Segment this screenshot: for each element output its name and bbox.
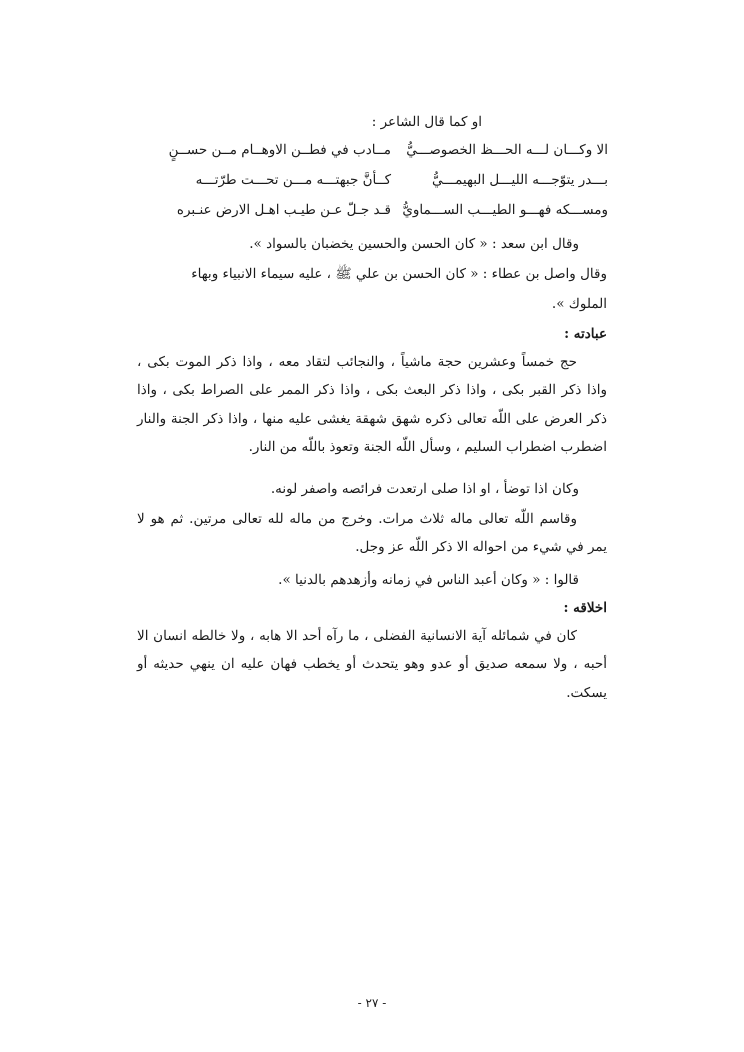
verse-1-first-hemistich: مــادب في فطــن الاوهــام مــن حســنٍ — [168, 142, 391, 158]
character-paragraph: كان في شمائله آية الانسانية الفضلى ، ما رآه أحد الا هابه ، ولا خالطه انسان الا أحبه ، ولا سمعه صديق أو عدو وهو يتحدث أو يخطب فهان عليه ان ينهي حديثه أو يسكت. — [137, 628, 607, 701]
verse-3-first-hemistich: قـد جـلّ عـن طيـب اهـل الارض عنـبره — [176, 202, 391, 218]
quote-ibn-saad: وقال ابن سعد : « كان الحسن والحسين يخضبان بالسواد ». — [249, 236, 579, 252]
quote-wasil-line-2: الملوك ». — [551, 296, 607, 312]
ablution-line: وكان اذا توضأ ، او اذا صلى ارتعدت فرائصه واصفر لونه. — [270, 481, 579, 497]
verse-1-second-hemistich: الا وكـــان لـــه الحـــظ الخصوصـــيُّ — [406, 142, 608, 158]
verse-2-first-hemistich: كــأنَّ جبهتـــه مـــن تحـــت طرّتـــه — [195, 172, 391, 188]
verse-3-second-hemistich: ومســـكه فهـــو الطيـــب الســـماويُّ — [402, 202, 608, 218]
quote-wasil-line-1: وقال واصل بن عطاء : « كان الحسن بن علي ﷺ ، عليه سيماء الانبياء وبهاء — [191, 266, 607, 282]
heading-worship: عبادته : — [564, 326, 607, 342]
page-number: - ٢٧ - — [357, 996, 387, 1010]
verse-2-second-hemistich: بـــدر يتوّجـــه الليـــل البهيمـــيُّ — [431, 172, 608, 188]
asceticism-line: قالوا : « وكان أعبد الناس في زمانه وأزهدهم بالدنيا ». — [278, 572, 579, 588]
heading-character: اخلاقه : — [563, 600, 607, 616]
worship-paragraph: حج خمساً وعشرين حجة ماشياً ، والنجائب لتقاد معه ، واذا ذكر الموت بكى ، واذا ذكر القبر بكى ، واذا ذكر البعث بكى ، واذا ذكر الممر على الصراط بكى ، واذا ذكر العرض على اللّه تعالى ذكره شهق شهقة يغشى عليه منها ، واذا ذكر الجنة والنار اضطرب اضطراب السليم ، وسأل اللّه الجنة وتعوذ باللّه من النار. — [137, 354, 607, 456]
intro-line: او كما قال الشاعر : — [371, 114, 482, 130]
charity-paragraph: وقاسم اللّه تعالى ماله ثلاث مرات. وخرج من ماله لله تعالى مرتين. ثم هو لا يمر في شيء من احواله الا ذكر اللّه عز وجل. — [137, 511, 607, 556]
